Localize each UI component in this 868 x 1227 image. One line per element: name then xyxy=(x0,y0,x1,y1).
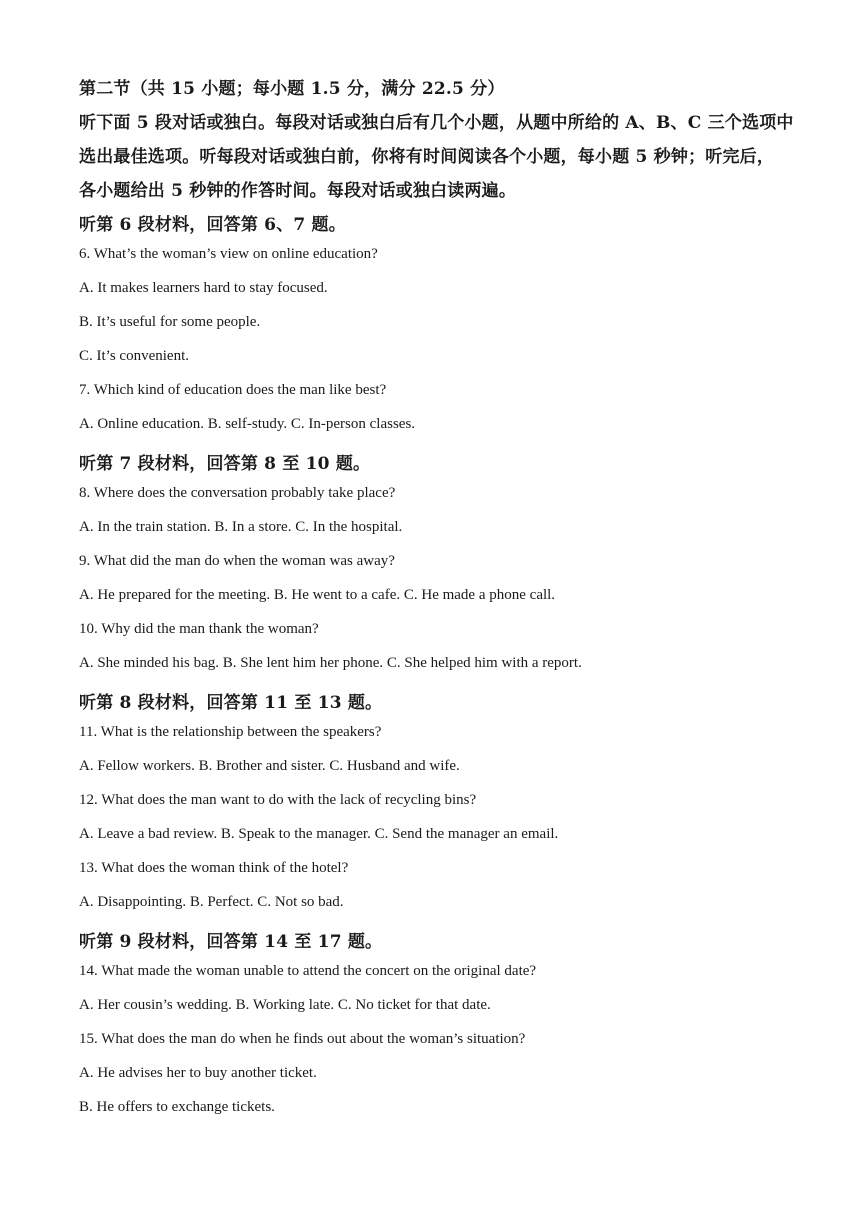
group-title: 听第 9 段材料，回答第 14 至 17 题。 xyxy=(79,932,383,952)
question: 10. Why did the man thank the woman? xyxy=(79,621,319,637)
answer-options: A. In the train station. B. In a store. C. In the hospital. xyxy=(79,519,403,535)
answer-options: A. Fellow workers. B. Brother and sister. C. Husband and wife. xyxy=(79,758,460,774)
question: 11. What is the relationship between the speakers? xyxy=(79,724,382,740)
question: 15. What does the man do when he finds out about the woman’s situation? xyxy=(79,1031,526,1047)
answer-options: A. Her cousin’s wedding. B. Working late. C. No ticket for that date. xyxy=(79,997,491,1013)
section-heading: 第二节（共 15 小题；每小题 1.5 分，满分 22.5 分） xyxy=(79,79,505,99)
answer-options: A. Disappointing. B. Perfect. C. Not so bad. xyxy=(79,894,344,910)
instructions-line-2: 选出最佳选项。听每段对话或独白前，你将有时间阅读各个小题，每小题 5 秒钟；听完后， xyxy=(79,147,775,167)
answer-option: A. It makes learners hard to stay focused. xyxy=(79,280,328,296)
answer-option: B. It’s useful for some people. xyxy=(79,314,261,330)
answer-option: B. He offers to exchange tickets. xyxy=(79,1099,275,1115)
group-title: 听第 6 段材料，回答第 6、7 题。 xyxy=(79,215,346,235)
question: 7. Which kind of education does the man like best? xyxy=(79,382,387,398)
question: 6. What’s the woman’s view on online education? xyxy=(79,246,378,262)
answer-option: C. It’s convenient. xyxy=(79,348,189,364)
answer-options: A. Leave a bad review. B. Speak to the manager. C. Send the manager an email. xyxy=(79,826,559,842)
question: 12. What does the man want to do with the lack of recycling bins? xyxy=(79,792,477,808)
instructions-line-3: 各小题给出 5 秒钟的作答时间。每段对话或独白读两遍。 xyxy=(79,181,517,201)
group-title: 听第 8 段材料，回答第 11 至 13 题。 xyxy=(79,693,383,713)
question: 14. What made the woman unable to attend the concert on the original date? xyxy=(79,963,537,979)
group-title: 听第 7 段材料，回答第 8 至 10 题。 xyxy=(79,454,371,474)
answer-option: A. He advises her to buy another ticket. xyxy=(79,1065,317,1081)
question: 13. What does the woman think of the hotel? xyxy=(79,860,349,876)
question: 8. Where does the conversation probably take place? xyxy=(79,485,396,501)
answer-options: A. She minded his bag. B. She lent him her phone. C. She helped him with a report. xyxy=(79,655,582,671)
question: 9. What did the man do when the woman was away? xyxy=(79,553,395,569)
answer-options: A. Online education. B. self-study. C. In-person classes. xyxy=(79,416,416,432)
answer-options: A. He prepared for the meeting. B. He went to a cafe. C. He made a phone call. xyxy=(79,587,556,603)
instructions-line-1: 听下面 5 段对话或独白。每段对话或独白后有几个小题，从题中所给的 A、B、C 三个选项中 xyxy=(79,113,794,133)
